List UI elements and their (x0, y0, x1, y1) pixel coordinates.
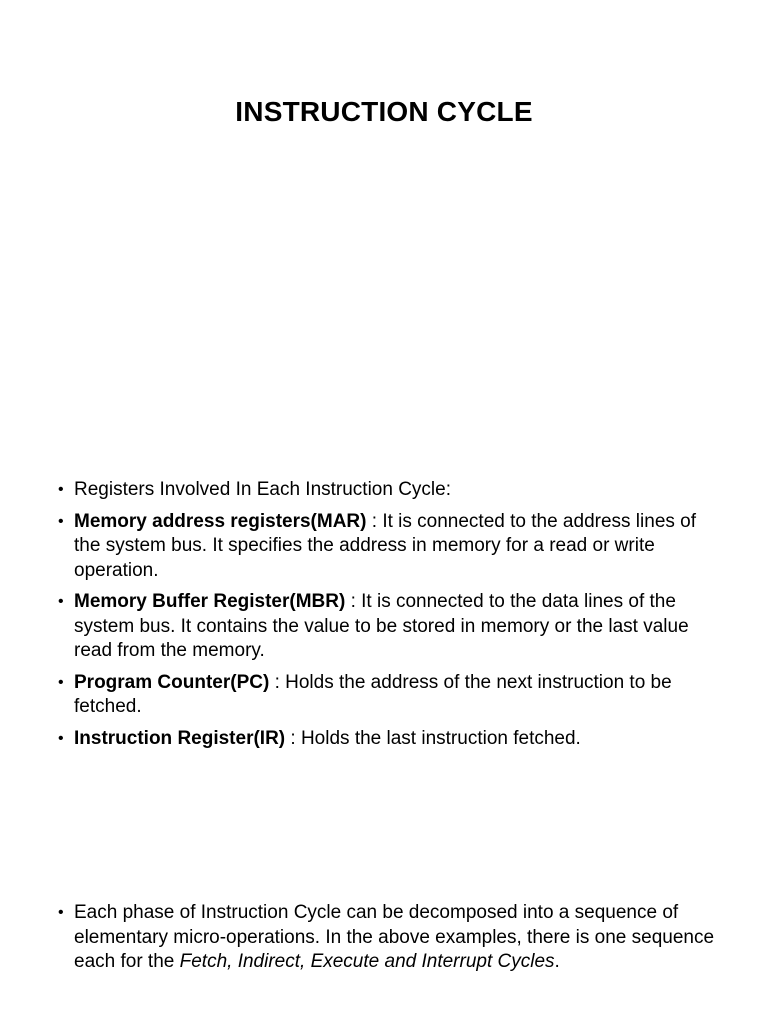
intro-text: Registers Involved In Each Instruction Cycle: (74, 479, 452, 500)
phases-text: Each phase of Instruction Cycle can be decomposed into a sequence of elementary micro-operations. In the above examples, there is one sequence each for the (74, 902, 715, 972)
registers-list (56, 478, 724, 751)
ir-term: Instruction Register(IR) (74, 727, 286, 749)
list-item-ir (56, 727, 724, 752)
mbr-term: Memory Buffer Register(MBR) (74, 591, 346, 612)
micro-operations-section (56, 901, 724, 982)
registers-section (56, 478, 724, 758)
mbr-description: : It is connected to the data lines of the system bus. It contains the value to be stored in memory or the last value read from the memory. (74, 591, 689, 661)
ir-description: : Holds the last instruction fetched. (285, 727, 581, 749)
bullet-icon: • (58, 673, 64, 691)
list-item-intro (56, 478, 724, 503)
micro-operations-list (56, 901, 724, 975)
phases-text-end: . (554, 951, 560, 972)
pc-term: Program Counter(PC) (74, 671, 270, 693)
mar-description: : It is connected to the address lines of the system bus. It specifies the address in memory for a read or write operation. (74, 510, 697, 581)
slide-title: INSTRUCTION CYCLE (235, 96, 533, 127)
bullet-icon: • (58, 904, 64, 921)
list-item-mbr (56, 590, 724, 664)
list-item-pc (56, 671, 724, 720)
cycles-italic-text: Fetch, Indirect, Execute and Interrupt Cycles (179, 951, 555, 972)
bullet-icon: • (58, 512, 64, 530)
bullet-icon: • (58, 729, 64, 747)
pc-description: : Holds the address of the next instruction to be fetched. (74, 671, 672, 717)
list-item-phases (56, 901, 724, 975)
list-item-mar (56, 510, 724, 584)
bullet-icon: • (58, 593, 64, 610)
bullet-icon: • (58, 481, 64, 498)
mar-term: Memory address registers(MAR) (74, 510, 367, 532)
